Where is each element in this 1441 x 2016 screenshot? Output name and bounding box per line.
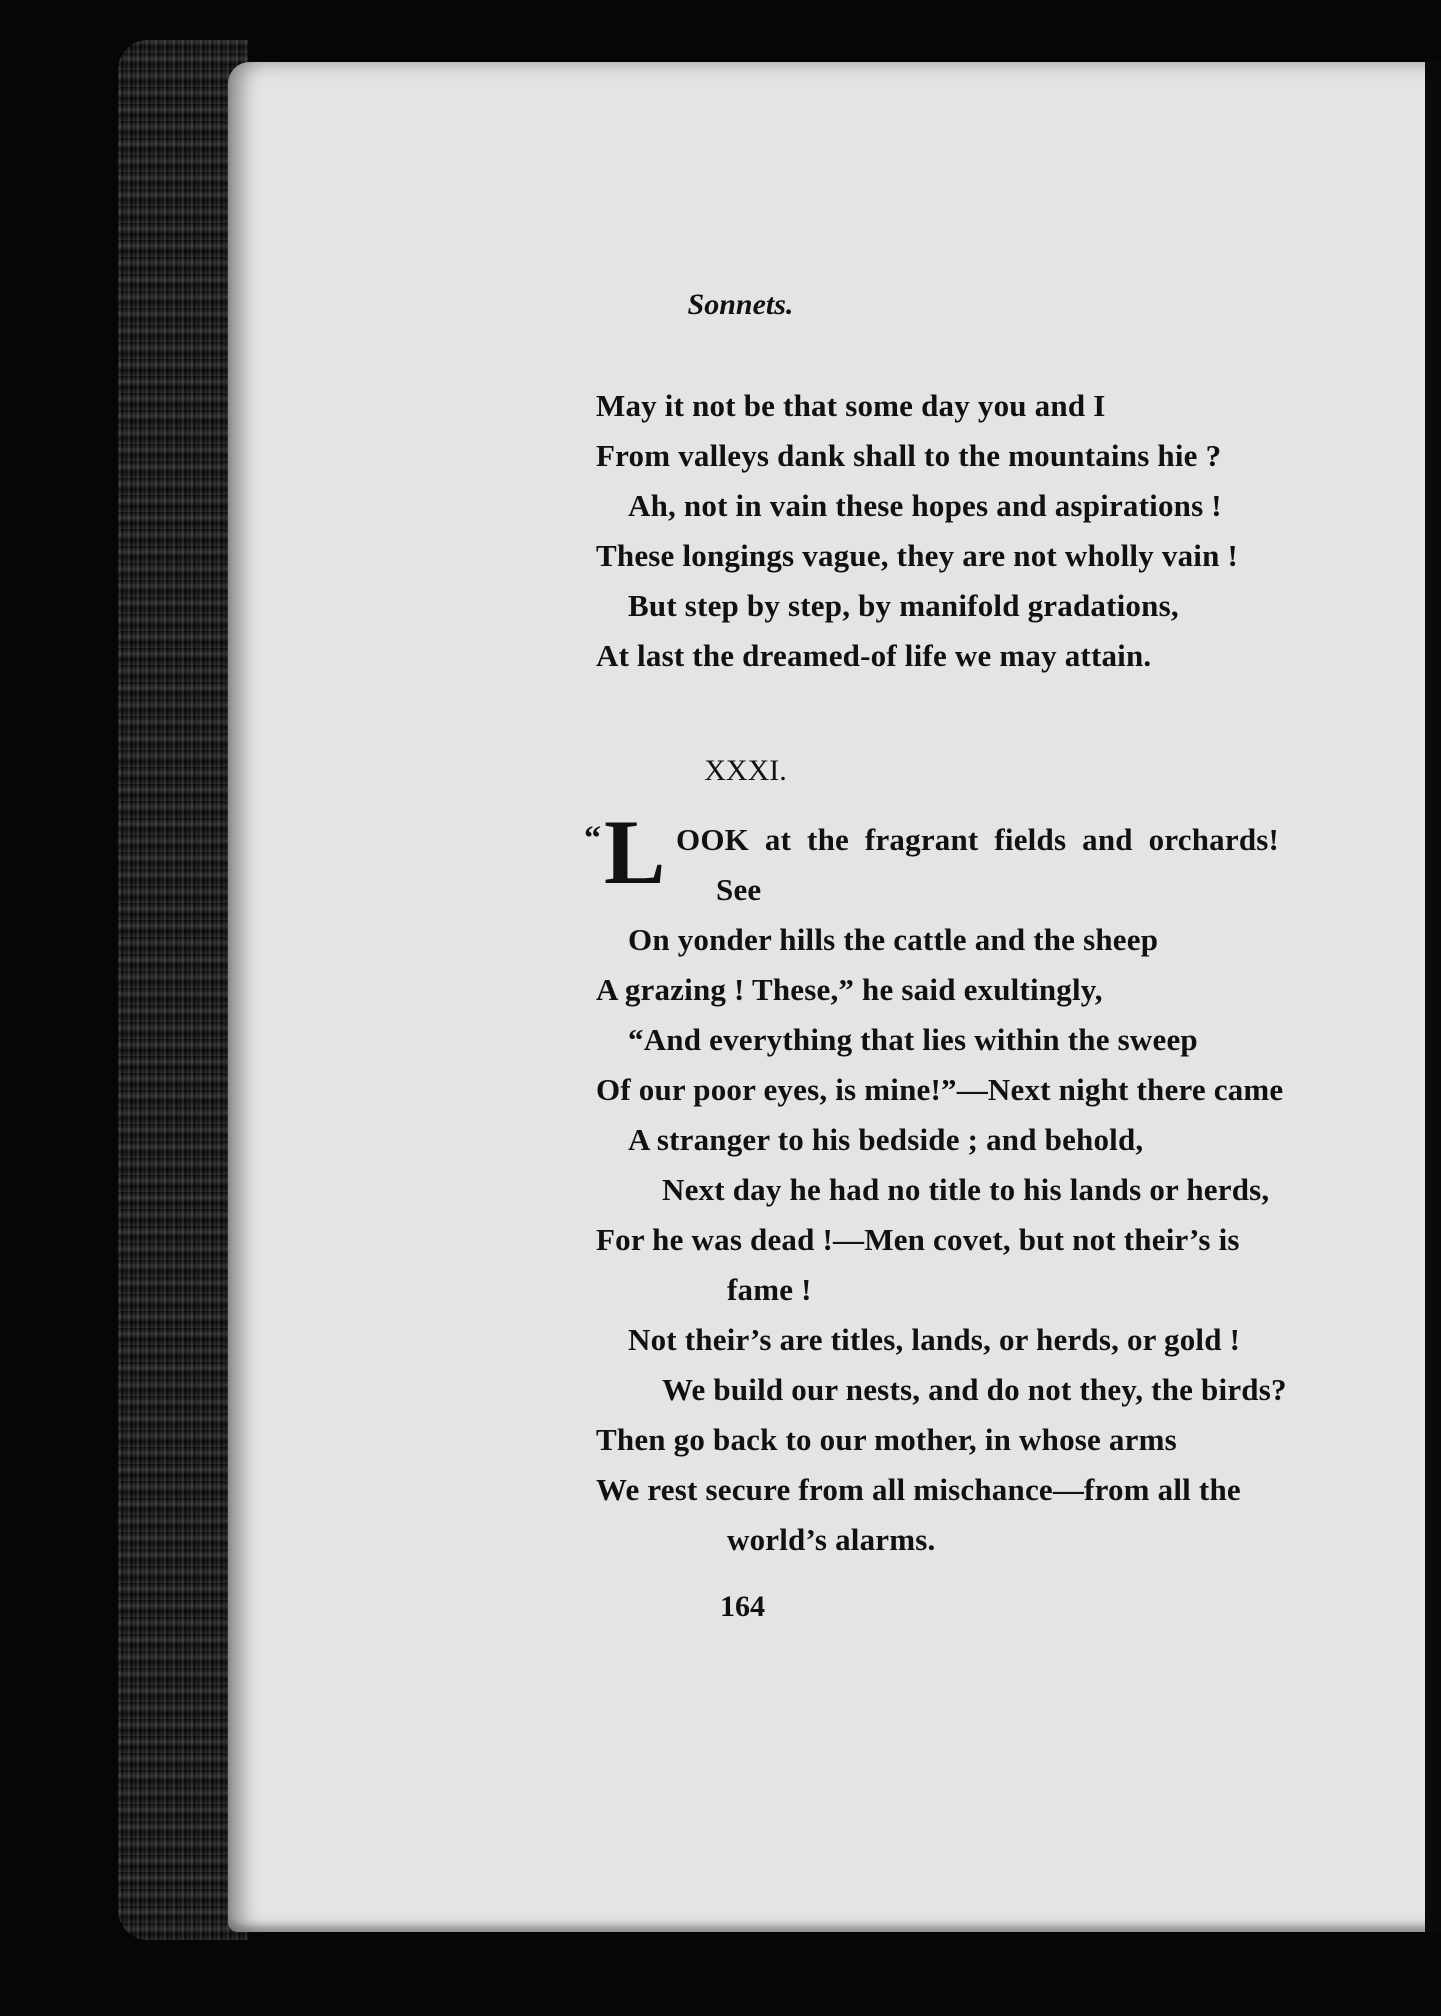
sonnet-first-line: OOK at the fragrant fields and orchards! (676, 822, 1280, 857)
sonnet-line-11: Then go back to our mother, in whose arms (596, 1422, 1177, 1457)
sonnet-line-12: We rest secure from all mischance—from all the (596, 1472, 1241, 1507)
sonnet-line-7: Next day he had no title to his lands or herds, (662, 1172, 1270, 1207)
sonnet-line-8: For he was dead !—Men covet, but not their’s is (596, 1222, 1240, 1257)
running-head: Sonnets. (687, 288, 794, 321)
sonnet-line-8-wrap: fame ! (727, 1272, 812, 1307)
page-right-edge (1425, 62, 1441, 1932)
sonnet-line-4: “And everything that lies within the sweep (628, 1022, 1198, 1057)
sonnet-line-10: We build our nests, and do not they, the birds? (662, 1372, 1287, 1407)
stanza-line-6: At last the dreamed-of life we may attain. (596, 638, 1152, 673)
page-number: 164 (720, 1590, 765, 1623)
drop-cap: L (604, 801, 666, 903)
stanza-line-5: But step by step, by manifold gradations, (628, 588, 1179, 623)
sonnet-line-9: Not their’s are titles, lands, or herds, or gold ! (628, 1322, 1241, 1357)
stanza-line-1: May it not be that some day you and I (596, 388, 1106, 423)
stanza-line-3: Ah, not in vain these hopes and aspirations ! (628, 488, 1222, 523)
sonnet-line-2: On yonder hills the cattle and the sheep (628, 922, 1159, 957)
drop-cap-quote: “ (584, 820, 601, 857)
stanza-line-2: From valleys dank shall to the mountains hie ? (596, 438, 1222, 473)
sonnet-line-3: A grazing ! These,” he said exultingly, (596, 972, 1103, 1007)
sonnet-number: XXXI. (704, 754, 787, 787)
sonnet-line-6: A stranger to his bedside ; and behold, (628, 1122, 1144, 1157)
sonnet-first-line-wrap: See (716, 872, 762, 907)
sonnet-line-5: Of our poor eyes, is mine!”—Next night there came (596, 1072, 1284, 1107)
sonnet-line-12-wrap: world’s alarms. (727, 1522, 936, 1557)
stanza-line-4: These longings vague, they are not wholly vain ! (596, 538, 1238, 573)
